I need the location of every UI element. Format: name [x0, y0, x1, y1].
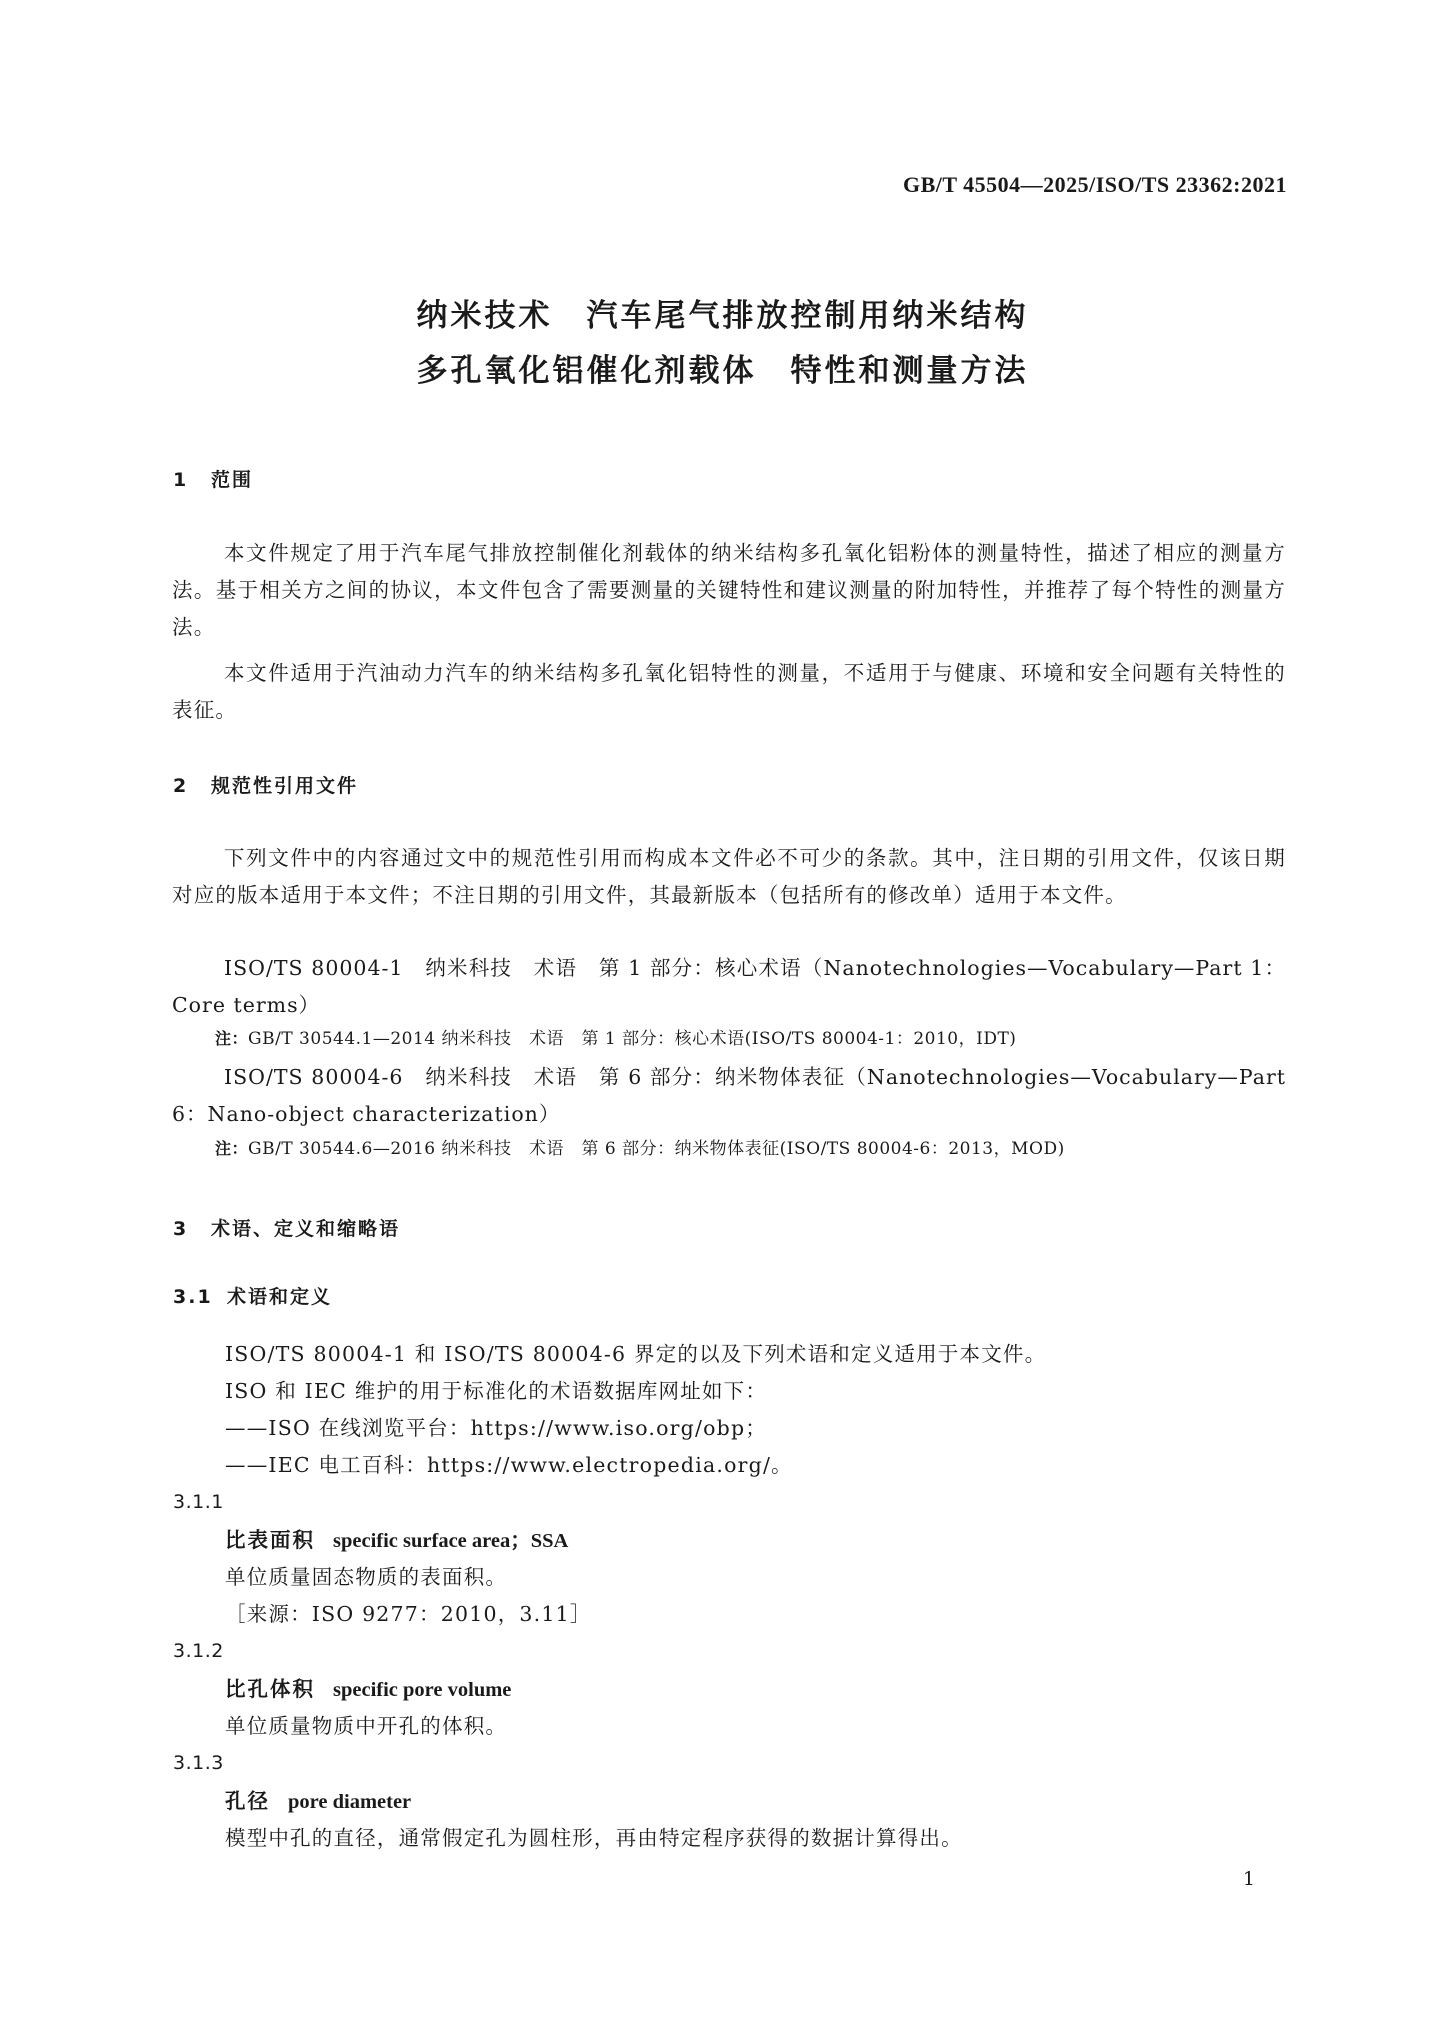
term-number: 3.1.2 [173, 1640, 224, 1662]
iso-obp-list-item: ——ISO 在线浏览平台：https://www.iso.org/obp； [225, 1416, 767, 1440]
term-definition: 单位质量固态物质的表面积。 [225, 1565, 508, 1589]
subsection-title: 术语和定义 [227, 1286, 333, 1308]
note-label: 注： [215, 1029, 249, 1048]
subsection-number: 3.1 [173, 1286, 213, 1308]
note-label: 注： [215, 1139, 249, 1158]
scope-paragraph-1: 本文件规定了用于汽车尾气排放控制催化剂载体的纳米结构多孔氧化铝粉体的测量特性，描述了相应的测量方法。基于相关方之间的协议，本文件包含了需要测量的关键特性和建议测量的附加特性，并推荐了每个特性的测量方法。 [172, 541, 1286, 639]
term-definition: 模型中孔的直径，通常假定孔为圆柱形，再由特定程序获得的数据计算得出。 [225, 1826, 963, 1850]
term-entry-pore-diameter [225, 1783, 411, 1821]
title-line-1: 纳米技术 汽车尾气排放控制用纳米结构 [416, 298, 1029, 334]
section-2-heading [173, 771, 358, 798]
section-number: 1 [173, 469, 189, 491]
term-en: specific pore volume [333, 1679, 512, 1701]
section-number: 3 [173, 1218, 189, 1240]
note-2 [215, 1134, 1065, 1164]
reference-iso-80004-6: ISO/TS 80004-6 纳米科技 术语 第 6 部分：纳米物体表征（Nanotechnologies—Vocabulary—Part 6：Nano-object characterization） [172, 1065, 1286, 1126]
iec-electropedia-list-item: ——IEC 电工百科：https://www.electropedia.org/。 [225, 1453, 793, 1477]
section-number: 2 [173, 775, 189, 797]
subsection-3-1-heading [173, 1282, 332, 1309]
section-title: 术语、定义和缩略语 [211, 1218, 401, 1240]
page-number: 1 [1242, 1868, 1255, 1890]
normative-refs-paragraph: 下列文件中的内容通过文中的规范性引用而构成本文件必不可少的条款。其中，注日期的引用文件，仅该日期对应的版本适用于本文件；不注日期的引用文件，其最新版本（包括所有的修改单）适用于本文件。 [172, 846, 1286, 907]
term-entry-ssa [225, 1522, 568, 1560]
section-1-heading [173, 465, 253, 492]
standard-code: GB/T 45504—2025/ISO/TS 23362:2021 [902, 172, 1287, 197]
term-zh: 比孔体积 [225, 1677, 315, 1701]
terms-intro-line-2: ISO 和 IEC 维护的用于标准化的术语数据库网址如下： [225, 1379, 768, 1403]
section-title: 规范性引用文件 [211, 775, 359, 797]
note-1 [215, 1024, 1016, 1054]
section-title: 范围 [211, 469, 254, 491]
section-3-heading [173, 1214, 400, 1241]
note-text: GB/T 30544.1—2014 纳米科技 术语 第 1 部分：核心术语(ISO/TS 80004-1：2010，IDT) [248, 1029, 1017, 1049]
title-line-2: 多孔氧化铝催化剂载体 特性和测量方法 [416, 353, 1029, 389]
term-source: ［来源：ISO 9277：2010，3.11］ [225, 1602, 592, 1626]
term-number: 3.1.1 [173, 1491, 224, 1513]
reference-iso-80004-1: ISO/TS 80004-1 纳米科技 术语 第 1 部分：核心术语（Nanotechnologies—Vocabulary—Part 1：Core terms） [172, 956, 1286, 1017]
term-en: pore diameter [288, 1791, 412, 1813]
term-entry-pore-volume [225, 1671, 511, 1709]
term-zh: 孔径 [225, 1789, 270, 1813]
note-text: GB/T 30544.6—2016 纳米科技 术语 第 6 部分：纳米物体表征(ISO/TS 80004-6：2013，MOD) [248, 1139, 1065, 1159]
scope-paragraph-2: 本文件适用于汽油动力汽车的纳米结构多孔氧化铝特性的测量，不适用于与健康、环境和安全问题有关特性的表征。 [172, 661, 1286, 722]
terms-intro-line-1: ISO/TS 80004-1 和 ISO/TS 80004-6 界定的以及下列术语和定义适用于本文件。 [225, 1342, 1047, 1366]
term-number: 3.1.3 [173, 1752, 224, 1774]
term-zh: 比表面积 [225, 1528, 315, 1552]
term-definition: 单位质量物质中开孔的体积。 [225, 1714, 508, 1738]
term-en: specific surface area；SSA [333, 1530, 569, 1552]
